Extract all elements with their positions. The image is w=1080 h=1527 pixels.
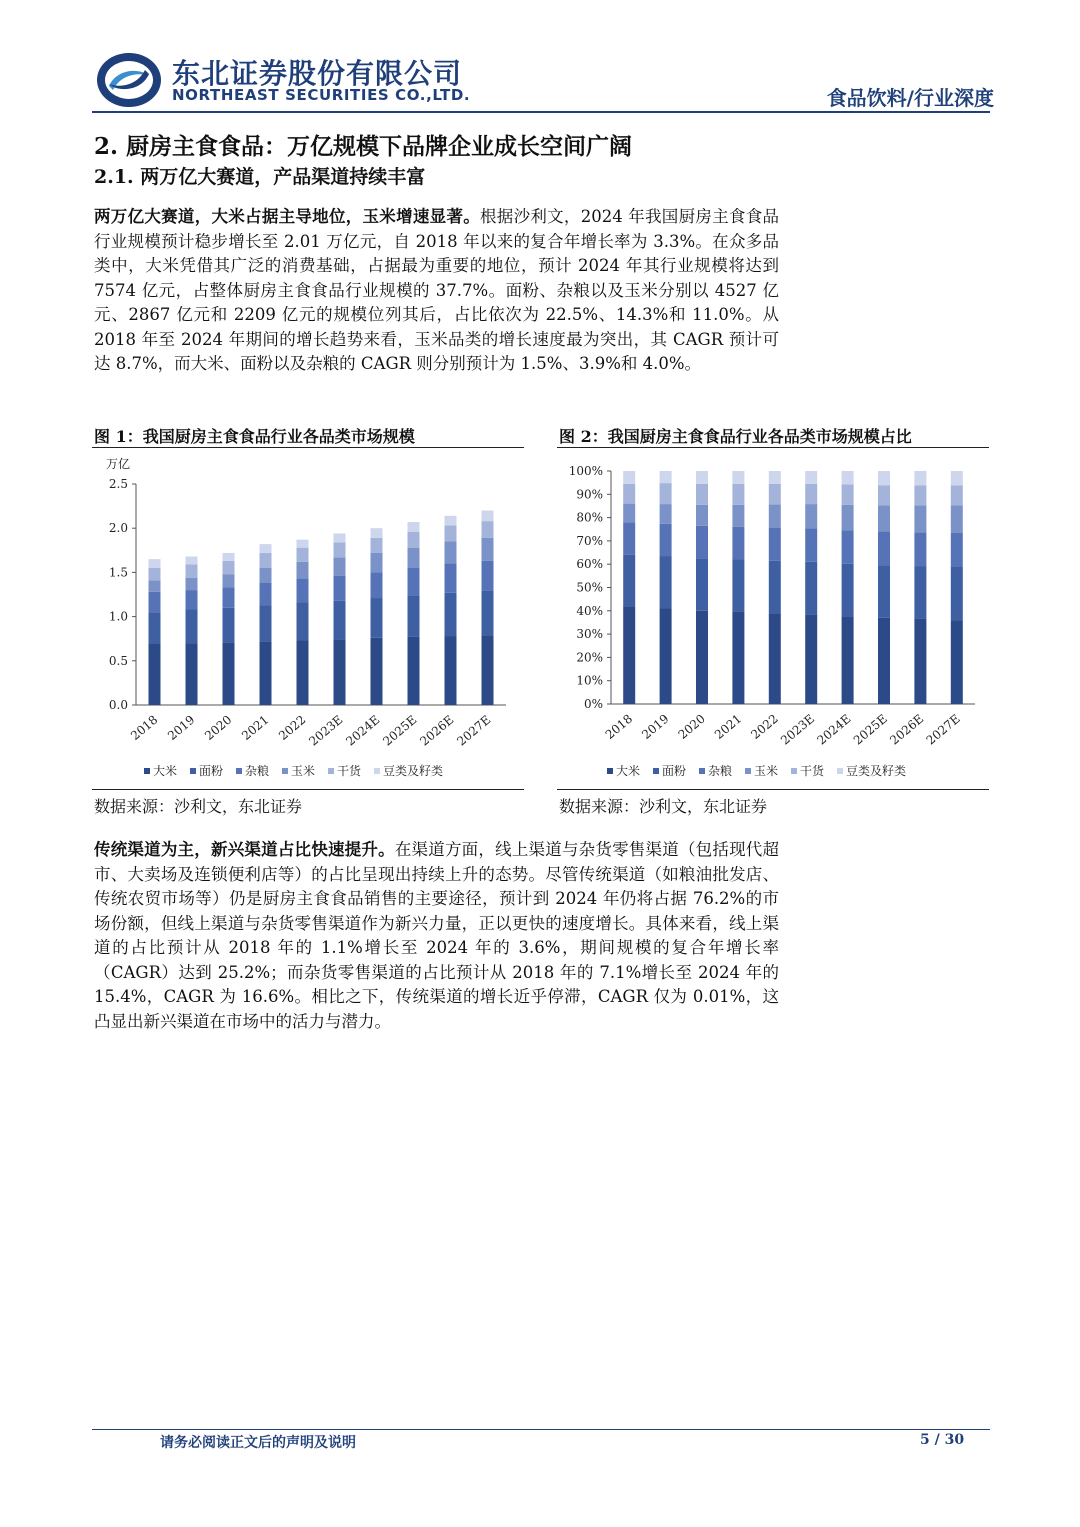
y-tick-label: 0% xyxy=(583,697,603,711)
x-tick-label: 2020 xyxy=(202,712,235,743)
bar-segment xyxy=(951,620,963,704)
y-tick-label: 20% xyxy=(576,650,603,665)
bar-segment xyxy=(149,568,161,580)
bar-segment xyxy=(297,540,309,548)
bar-segment xyxy=(732,471,744,484)
bar-segment xyxy=(482,521,494,538)
bar-segment xyxy=(149,644,161,705)
bar-segment xyxy=(223,587,235,607)
bar-segment xyxy=(260,568,272,583)
legend-label: 面粉 xyxy=(662,764,687,778)
bar-segment xyxy=(842,485,854,505)
bar-segment xyxy=(149,559,161,568)
legend-swatch xyxy=(745,768,751,774)
bar-segment xyxy=(297,579,309,603)
x-tick-label: 2027E xyxy=(923,711,963,748)
bar-segment xyxy=(914,471,926,485)
bar-segment xyxy=(482,561,494,591)
bar-segment xyxy=(623,484,635,504)
bar-segment xyxy=(334,542,346,557)
subsection-heading: 2.1. 两万亿大赛道，产品渠道持续丰富 xyxy=(94,166,426,188)
paragraph-body: 在渠道方面，线上渠道与杂货零售渠道（包括现代超市、大卖场及连锁便利店等）的占比呈现出持续上升的态势。尽管传统渠道（如粮油批发店、传统农贸市场等）仍是厨房主食食品销售的主要途径，预计到 2024 年仍将占据 76.2%的市场份额，但线上渠道与杂货零售渠道作为新兴力量，正以更快的速度增长。具体来看，线上渠道的占比预计从 2018 年的 1.1%增长至 2024 年的 3.6%，期间规模的复合年增长率（CAGR）达到 25.2%；而杂货零售渠道的占比预计从 2018 年的 7.1%增长至 2024 年的 15.4%，CAGR 为 16.6%。相比之下，传统渠道的增长近乎停滞，CAGR 仅为 0.01%，这凸显出新兴渠道在市场中的活力与潜力。 xyxy=(94,840,780,1031)
bar-segment xyxy=(805,504,817,528)
bar-segment xyxy=(842,564,854,616)
bar-segment xyxy=(408,532,420,548)
bar-segment xyxy=(805,484,817,504)
bar-segment xyxy=(805,529,817,562)
bar-segment xyxy=(842,505,854,531)
bar-segment xyxy=(878,505,890,531)
bar-segment xyxy=(334,557,346,576)
bar-segment xyxy=(223,574,235,587)
bar-segment xyxy=(186,590,198,609)
legend-swatch xyxy=(791,768,797,774)
bar-segment xyxy=(186,556,198,564)
bar-segment xyxy=(914,566,926,619)
x-tick-label: 2020 xyxy=(675,711,708,742)
x-tick-label: 2021 xyxy=(711,711,745,742)
bar-segment xyxy=(878,532,890,566)
company-name-cn: 东北证券股份有限公司 xyxy=(172,57,463,90)
figure1-chart xyxy=(92,450,524,788)
x-tick-label: 2019 xyxy=(639,711,672,742)
bar-segment xyxy=(660,504,672,524)
x-tick-label: 2018 xyxy=(602,711,636,742)
bar-segment xyxy=(445,636,457,705)
bar-segment xyxy=(769,528,781,561)
legend-swatch xyxy=(190,768,196,774)
bar-segment xyxy=(842,471,854,485)
bar-segment xyxy=(914,485,926,505)
paragraph-channels xyxy=(94,838,779,1034)
bar-segment xyxy=(732,505,744,527)
bar-segment xyxy=(878,471,890,485)
y-tick-label: 90% xyxy=(576,487,603,502)
x-tick-label: 2025E xyxy=(380,712,420,749)
legend-swatch xyxy=(699,768,705,774)
legend-label: 玉米 xyxy=(754,764,779,778)
x-tick-label: 2026E xyxy=(887,711,927,748)
bar-segment xyxy=(223,608,235,642)
bar-segment xyxy=(186,610,198,644)
bar-segment xyxy=(696,611,708,704)
bar-segment xyxy=(482,635,494,705)
y-tick-label: 50% xyxy=(576,580,603,595)
y-tick-label: 0.0 xyxy=(108,698,128,712)
bar-segment xyxy=(696,484,708,505)
bar-segment xyxy=(732,612,744,704)
bar-segment xyxy=(951,471,963,485)
page-number: 5 / 30 xyxy=(920,1432,965,1448)
bar-segment xyxy=(260,544,272,553)
bar-segment xyxy=(334,534,346,543)
bar-segment xyxy=(805,471,817,484)
bar-segment xyxy=(223,561,235,574)
legend-swatch xyxy=(236,768,242,774)
bar-segment xyxy=(445,564,457,593)
bar-segment xyxy=(951,567,963,620)
bar-segment xyxy=(223,642,235,705)
bar-segment xyxy=(623,471,635,484)
paragraph-market-size xyxy=(94,205,779,377)
bar-segment xyxy=(914,619,926,704)
bar-segment xyxy=(732,560,744,612)
bar-segment xyxy=(842,616,854,704)
legend-label: 干货 xyxy=(337,764,362,778)
figure1-source: 数据来源：沙利文，东北证券 xyxy=(94,797,303,816)
bar-segment xyxy=(482,591,494,635)
legend-label: 干货 xyxy=(800,764,825,778)
paragraph-lead: 两万亿大赛道，大米占据主导地位，玉米增速显著。 xyxy=(94,207,481,226)
bar-segment xyxy=(408,548,420,568)
figure2-bottom-rule xyxy=(557,789,989,790)
bar-segment xyxy=(149,580,161,591)
bar-segment xyxy=(623,606,635,704)
figure2-top-rule xyxy=(557,447,989,448)
bar-segment xyxy=(149,612,161,644)
legend-swatch xyxy=(653,768,659,774)
company-name-en: NORTHEAST SECURITIES CO.,LTD. xyxy=(172,86,471,104)
legend-swatch xyxy=(282,768,288,774)
bar-segment xyxy=(408,637,420,705)
legend-label: 杂粮 xyxy=(245,764,270,778)
bar-segment xyxy=(371,528,383,538)
y-tick-label: 80% xyxy=(576,510,603,525)
x-tick-label: 2019 xyxy=(165,712,198,743)
figure1-title: 图 1：我国厨房主食食品行业各品类市场规模 xyxy=(94,427,415,446)
x-tick-label: 2024E xyxy=(343,712,383,749)
bar-segment xyxy=(878,618,890,704)
bar-segment xyxy=(260,605,272,641)
bar-segment xyxy=(297,562,309,579)
x-tick-label: 2021 xyxy=(239,712,272,743)
x-tick-label: 2022 xyxy=(276,712,309,743)
bar-segment xyxy=(660,524,672,556)
figure1-top-rule xyxy=(92,447,524,448)
bar-segment xyxy=(186,564,198,577)
bar-segment xyxy=(297,548,309,562)
northeast-securities-logo-icon xyxy=(95,50,163,110)
y-tick-label: 70% xyxy=(576,533,603,548)
x-tick-label: 2018 xyxy=(128,712,161,743)
bar-segment xyxy=(660,608,672,704)
y-tick-label: 100% xyxy=(568,464,603,478)
legend-label: 大米 xyxy=(153,764,178,778)
bar-segment xyxy=(297,602,309,640)
bar-segment xyxy=(696,558,708,610)
legend-label: 面粉 xyxy=(199,764,224,778)
legend-label: 杂粮 xyxy=(708,764,733,778)
bar-segment xyxy=(660,556,672,608)
figure2-chart xyxy=(557,450,989,788)
bar-segment xyxy=(769,613,781,704)
figure1-bottom-rule xyxy=(92,789,524,790)
bar-segment xyxy=(260,553,272,568)
y-tick-label: 60% xyxy=(576,557,603,572)
bar-segment xyxy=(371,538,383,553)
x-tick-label: 2027E xyxy=(454,712,494,749)
paragraph-lead: 传统渠道为主，新兴渠道占比快速提升。 xyxy=(94,840,395,859)
bar-segment xyxy=(408,522,420,532)
legend-swatch xyxy=(374,768,380,774)
bar-segment xyxy=(878,565,890,618)
bar-segment xyxy=(623,522,635,555)
bar-segment xyxy=(660,471,672,483)
bar-segment xyxy=(371,598,383,638)
legend-swatch xyxy=(328,768,334,774)
x-tick-label: 2025E xyxy=(850,711,890,748)
bar-segment xyxy=(445,593,457,636)
bar-segment xyxy=(769,504,781,527)
y-tick-label: 10% xyxy=(576,673,603,688)
bar-segment xyxy=(696,505,708,526)
bar-segment xyxy=(769,484,781,505)
bar-segment xyxy=(408,568,420,595)
bar-segment xyxy=(334,576,346,601)
y-tick-label: 2.0 xyxy=(108,521,128,536)
bar-segment xyxy=(696,526,708,559)
section-heading: 2. 厨房主食食品：万亿规模下品牌企业成长空间广阔 xyxy=(94,133,633,160)
bar-segment xyxy=(371,553,383,572)
bar-segment xyxy=(805,614,817,704)
report-category: 食品饮料/行业深度 xyxy=(826,86,994,110)
bar-segment xyxy=(660,483,672,504)
y-tick-label: 1.5 xyxy=(108,565,128,580)
legend-label: 豆类及籽类 xyxy=(383,764,444,778)
bar-segment xyxy=(696,471,708,484)
bar-segment xyxy=(334,640,346,705)
bar-segment xyxy=(482,511,494,522)
bar-segment xyxy=(445,526,457,542)
bar-segment xyxy=(149,592,161,612)
bar-segment xyxy=(260,583,272,605)
y-tick-label: 2.5 xyxy=(108,477,128,491)
legend-swatch xyxy=(837,768,843,774)
bar-segment xyxy=(769,561,781,613)
legend-label: 大米 xyxy=(616,764,641,778)
bar-segment xyxy=(732,484,744,505)
bar-segment xyxy=(482,538,494,561)
bar-segment xyxy=(408,595,420,637)
y-tick-label: 0.5 xyxy=(108,653,128,668)
bar-segment xyxy=(914,532,926,566)
y-axis-label: 万亿 xyxy=(106,457,131,471)
bar-segment xyxy=(732,527,744,560)
legend-label: 玉米 xyxy=(291,764,316,778)
bar-segment xyxy=(445,541,457,563)
bar-segment xyxy=(371,638,383,705)
bar-segment xyxy=(951,505,963,533)
footer-divider xyxy=(92,1429,990,1430)
bar-segment xyxy=(445,516,457,526)
bar-segment xyxy=(842,530,854,563)
legend-label: 豆类及籽类 xyxy=(846,764,907,778)
x-tick-label: 2023E xyxy=(778,711,818,748)
bar-segment xyxy=(223,553,235,561)
bar-segment xyxy=(951,485,963,505)
y-tick-label: 1.0 xyxy=(108,609,128,624)
x-tick-label: 2022 xyxy=(748,711,781,742)
bar-segment xyxy=(371,572,383,598)
bar-segment xyxy=(878,485,890,505)
bar-segment xyxy=(623,504,635,523)
legend-swatch xyxy=(144,768,150,774)
bar-segment xyxy=(334,601,346,640)
legend-swatch xyxy=(607,768,613,774)
x-tick-label: 2026E xyxy=(417,712,457,749)
x-tick-label: 2024E xyxy=(814,711,854,748)
paragraph-body: 根据沙利文，2024 年我国厨房主食食品行业规模预计稳步增长至 2.01 万亿元，自 2018 年以来的复合年增长率为 3.3%。在众多品类中，大米凭借其广泛的消费基础，占据最为重要的地位，预计 2024 年其行业规模将达到 7574 亿元，占整体厨房主食食品行业规模的 37.7%。面粉、杂粮以及玉米分别以 4527 亿元、2867 亿元和 2209 亿元的规模位列其后，占比依次为 22.5%、14.3%和 11.0%。从 2018 年至 2024 年期间的增长趋势来看，玉米品类的增长速度最为突出，其 CAGR 预计可达 8.7%，而大米、面粉以及杂粮的 CAGR 则分别预计为 1.5%、3.9%和 4.0%。 xyxy=(94,207,779,373)
bar-segment xyxy=(186,578,198,590)
bar-segment xyxy=(805,562,817,614)
y-tick-label: 30% xyxy=(576,627,603,642)
header-divider xyxy=(92,111,990,113)
x-tick-label: 2023E xyxy=(306,712,346,749)
figure2-title: 图 2：我国厨房主食食品行业各品类市场规模占比 xyxy=(559,427,912,446)
bar-segment xyxy=(186,643,198,705)
bar-segment xyxy=(951,533,963,567)
y-tick-label: 40% xyxy=(576,603,603,618)
bar-segment xyxy=(914,505,926,532)
bar-segment xyxy=(260,641,272,705)
bar-segment xyxy=(623,555,635,606)
footer-disclaimer: 请务必阅读正文后的声明及说明 xyxy=(160,1435,356,1451)
figure2-source: 数据来源：沙利文，东北证券 xyxy=(559,797,768,816)
bar-segment xyxy=(769,471,781,484)
bar-segment xyxy=(297,640,309,705)
